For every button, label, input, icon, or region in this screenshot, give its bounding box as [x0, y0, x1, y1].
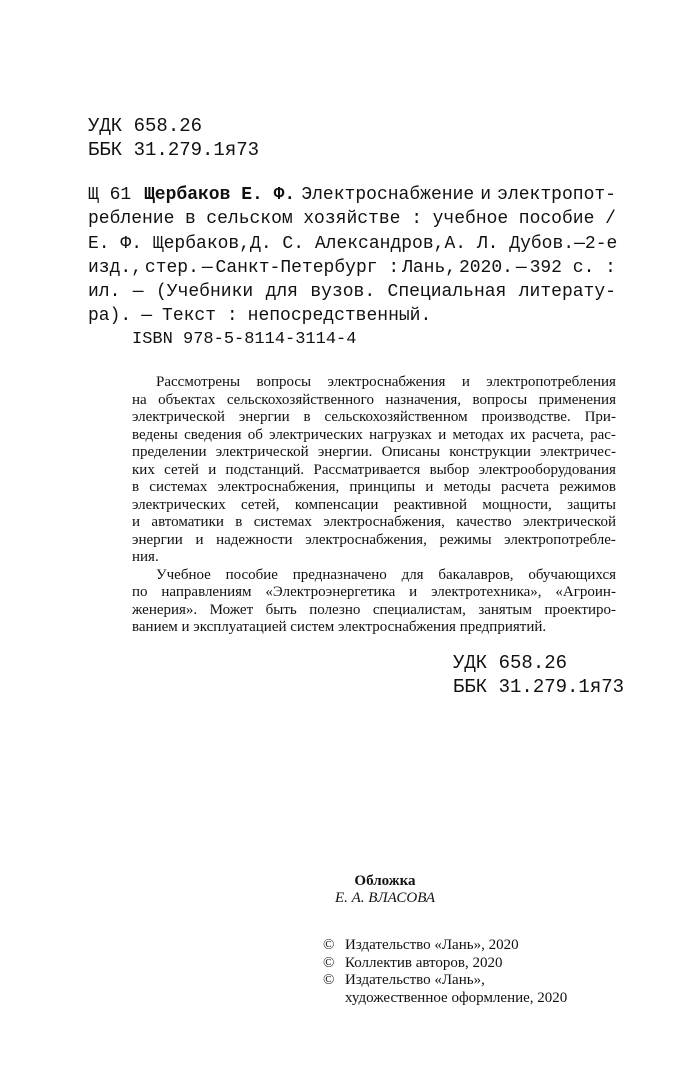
entry-word: А. Л. Дубов. — [444, 233, 575, 254]
abstract-paragraph-1 — [132, 374, 616, 567]
abstract-line: ких сетей и подстанций. Рассматривается выбор электрооборудования — [132, 461, 616, 478]
copyright-line — [323, 937, 567, 955]
entry-word: — — [201, 257, 213, 278]
entry-word: ра). — [88, 306, 132, 327]
entry-word: Электроснабжение — [301, 185, 475, 205]
entry-author: Щербаков Е. Ф. — [144, 185, 296, 205]
entry-word: 2-е — [584, 233, 618, 254]
entry-line-4 — [88, 256, 616, 280]
entry-line-6 — [88, 304, 616, 328]
copyright-text: Коллектив авторов, 2020 — [345, 954, 503, 971]
cover-credit — [290, 873, 480, 907]
copyright-block — [323, 937, 567, 1007]
entry-word: вузов. — [310, 282, 376, 303]
abstract-line: энергии и надежности электроснабжения, режимы электропотребле- — [132, 531, 616, 548]
entry-word: — — [574, 233, 585, 254]
header-classification — [88, 114, 259, 162]
abstract-line: электрической энергии в сельскохозяйственном производстве. При- — [132, 409, 616, 425]
entry-word: Е. Ф. Щербаков, — [88, 233, 251, 254]
abstract-line: пределении электрической энергии. Описаны конструкции электричес- — [132, 444, 616, 460]
entry-word: ил. — [88, 282, 121, 303]
entry-word: и — [480, 185, 492, 205]
entry-word: Текст : — [162, 306, 238, 327]
entry-word: сельском — [206, 209, 293, 230]
abstract-line: по направлениям «Электроэнергетика и электротехника», «Агроин- — [132, 584, 616, 600]
catalog-entry — [88, 183, 616, 329]
entry-word: Д. С. Александров, — [250, 233, 445, 254]
copyright-line — [323, 972, 567, 990]
abstract-line: ванием и эксплуатацией систем электроснабжения предприятий. — [132, 619, 547, 635]
copyright-text: художественное оформление, 2020 — [345, 989, 568, 1006]
entry-word: учебное — [432, 209, 509, 230]
header-bbk: ББК 31.279.1я73 — [88, 139, 260, 161]
entry-word: — — [132, 282, 144, 303]
copyright-text: Издательство «Лань», — [345, 972, 485, 988]
entry-word: стер. — [144, 257, 199, 278]
entry-word: электропот- — [497, 185, 616, 205]
abstract-line: электрических сетей, компенсации реактивной мощности, защиты — [132, 496, 616, 513]
abstract-line: Учебное пособие предназначено для бакалавров, обучающихся — [156, 566, 616, 583]
entry-word: ребление — [88, 209, 175, 230]
entry-code: Щ 61 — [88, 185, 132, 205]
copyright-line — [323, 955, 567, 973]
entry-line-5 — [88, 280, 616, 304]
entry-word: для — [265, 282, 298, 303]
entry-line-2 — [88, 207, 616, 231]
header-udk: УДК 658.26 — [88, 115, 203, 137]
abstract-line: на объектах сельскохозяйственного назначения, вопросы применения — [132, 391, 616, 408]
entry-word: (Учебники — [155, 282, 254, 303]
entry-line-1 — [88, 183, 616, 207]
cover-label: Обложка — [354, 873, 416, 889]
entry-word: непосредственный. — [247, 306, 432, 327]
entry-word: пособие / — [518, 209, 616, 230]
copyright-icon: © — [323, 937, 335, 953]
abstract-line: ведены сведения об электрических нагрузках и методах их расчета, рас- — [132, 426, 616, 443]
entry-word: — — [141, 306, 153, 327]
abstract-line: в системах электроснабжения, принципы и методы расчета режимов — [132, 479, 616, 495]
copyright-icon: © — [323, 972, 335, 988]
entry-word: в — [184, 209, 196, 230]
entry-word: 392 с. : — [529, 257, 616, 278]
footer-bbk: ББК 31.279.1я73 — [453, 676, 625, 698]
copyright-icon: © — [323, 954, 335, 971]
abstract-line: и автоматики в системах электроснабжения, качество электрической — [132, 514, 616, 530]
entry-word: — — [515, 257, 527, 278]
abstract-line: женерия». Может быть полезно специалистам, занятым проектиро- — [132, 601, 616, 618]
cover-designer: Е. А. ВЛАСОВА — [334, 890, 436, 906]
entry-word: хозяйстве : — [303, 209, 423, 230]
abstract-paragraph-2 — [132, 567, 616, 637]
abstract-line: Рассмотрены вопросы электроснабжения и электропотребления — [156, 374, 616, 390]
isbn: ISBN 978-5-8114-3114-4 — [132, 330, 357, 349]
entry-word: Лань, — [402, 257, 457, 278]
footer-udk: УДК 658.26 — [453, 652, 568, 674]
abstract-line: ния. — [132, 549, 159, 565]
copyright-text: Издательство «Лань», 2020 — [345, 937, 519, 953]
copyright-line — [323, 990, 567, 1008]
entry-word: изд., — [88, 257, 143, 278]
entry-line-3 — [88, 232, 616, 256]
entry-word: литерату- — [518, 282, 616, 303]
footer-classification — [453, 651, 625, 699]
entry-word: Санкт-Петербург : — [215, 257, 400, 278]
entry-word: Специальная — [387, 282, 507, 303]
entry-word: 2020. — [458, 257, 513, 278]
abstract — [132, 374, 616, 637]
